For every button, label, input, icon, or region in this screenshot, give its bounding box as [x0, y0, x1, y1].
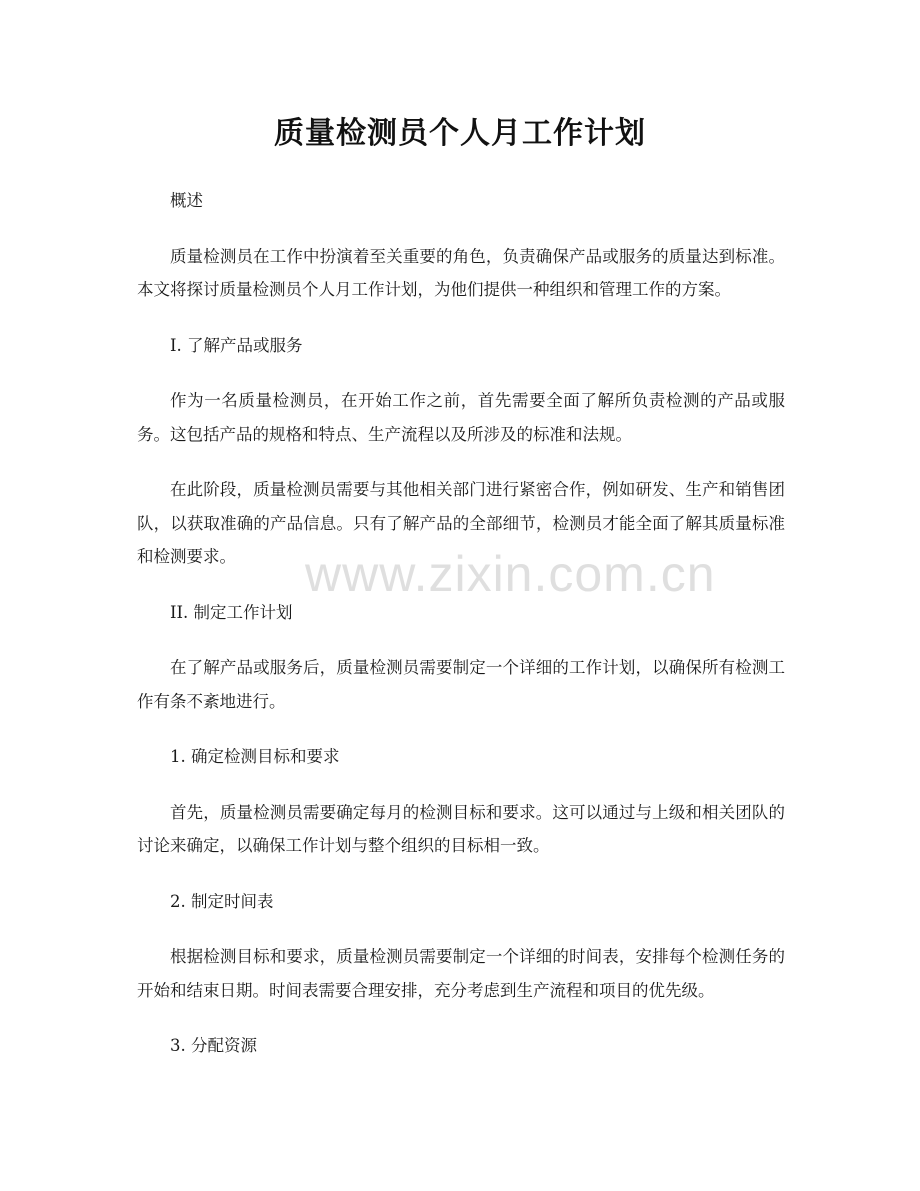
watermark-text: www.zixin.com.cn	[305, 546, 716, 602]
section2-heading: II. 制定工作计划	[170, 602, 293, 622]
section1-heading: I. 了解产品或服务	[170, 335, 303, 355]
section1-paragraph-1: 作为一名质量检测员，在开始工作之前，首先需要全面了解所负责检测的产品或服务。这包括产品的规格和特点、生产流程以及所涉及的标准和法规。	[137, 391, 785, 444]
subsection1-heading: 1. 确定检测目标和要求	[170, 747, 340, 766]
document-title: 质量检测员个人月工作计划	[274, 116, 646, 151]
subsection2-heading: 2. 制定时间表	[170, 891, 274, 911]
document-body	[137, 184, 785, 1085]
subsection2-paragraph: 根据检测目标和要求，质量检测员需要制定一个详细的时间表，安排每个检测任务的开始和结束日期。时间表需要合理安排，充分考虑到生产流程和项目的优先级。	[137, 947, 785, 1000]
overview-paragraph: 质量检测员在工作中扮演着至关重要的角色，负责确保产品或服务的质量达到标准。本文将探讨质量检测员个人月工作计划，为他们提供一种组织和管理工作的方案。	[137, 246, 785, 299]
subsection3-heading: 3. 分配资源	[170, 1036, 257, 1055]
section2-paragraph: 在了解产品或服务后，质量检测员需要制定一个详细的工作计划，以确保所有检测工作有条不紊地进行。	[137, 658, 785, 711]
subsection1-paragraph: 首先，质量检测员需要确定每月的检测目标和要求。这可以通过与上级和相关团队的讨论来确定，以确保工作计划与整个组织的目标相一致。	[137, 802, 785, 855]
overview-heading: 概述	[170, 191, 203, 210]
section1-paragraph-2: 在此阶段，质量检测员需要与其他相关部门进行紧密合作，例如研发、生产和销售团队，以获取准确的产品信息。只有了解产品的全部细节，检测员才能全面了解其质量标准和检测要求。	[137, 480, 785, 566]
